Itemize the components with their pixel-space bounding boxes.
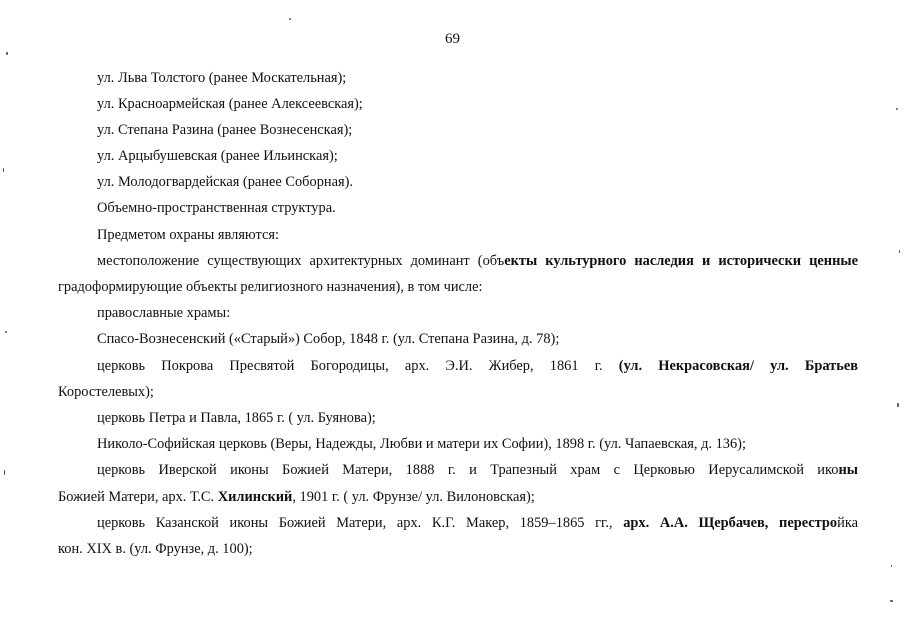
text-line-18-bold-2: ачев, перестро	[735, 515, 838, 531]
text-line-17-bold: Хилинский	[217, 489, 293, 505]
text-line-2: ул. Красноармейская (ранее Алексеевская);	[97, 96, 363, 112]
text-line-13: Коростелевых);	[58, 384, 154, 400]
text-line-14: церковь Петра и Павла, 1865 г. ( ул. Буянова);	[97, 410, 376, 426]
text-line-12-bold: (ул. Некрасовская/ ул. Братьев	[618, 358, 858, 374]
text-line-18-part-1: церковь Казанской иконы Божией Матери, арх. К.Г. Макер, 1859–1865 гг.,	[97, 515, 624, 531]
text-line-18-bold-1: арх. А.А. Щерб	[623, 515, 736, 531]
text-line-3: ул. Степана Разина (ранее Вознесенская);	[97, 122, 353, 138]
text-line-12	[97, 357, 858, 376]
text-line-12-regular: церковь Покрова Пресвятой Богородицы, арх. Э.И. Жибер, 1861 г.	[97, 358, 603, 374]
text-line-5: ул. Молодогвардейская (ранее Соборная).	[97, 174, 353, 190]
scan-speck	[5, 331, 7, 333]
text-line-18-part-2: йка	[837, 515, 858, 531]
text-line-17-part-1: Божией Матери, арх. Т.С.	[58, 489, 218, 505]
scan-speck	[896, 108, 898, 110]
text-line-19: кон. XIX в. (ул. Фрунзе, д. 100);	[58, 541, 253, 557]
text-line-17	[58, 488, 858, 507]
page-number: 69	[445, 31, 460, 47]
text-line-16-bold: ны	[838, 462, 858, 478]
text-line-8-regular: местоположение существующих архитектурных доминант (объ	[97, 253, 505, 269]
text-line-9: градоформирующие объекты религиозного назначения), в том числе:	[58, 279, 483, 295]
text-line-16-regular: церковь Иверской иконы Божией Матери, 1888 г. и Трапезный храм с Церковью Иерусалимской ико	[97, 462, 839, 478]
scan-speck	[899, 250, 900, 253]
scan-speck	[3, 168, 4, 172]
scan-speck	[4, 470, 5, 475]
text-line-8	[97, 252, 858, 271]
text-line-7: Предметом охраны являются:	[97, 227, 279, 243]
scan-speck	[6, 52, 8, 55]
text-line-16	[97, 461, 858, 480]
scan-speck	[897, 403, 899, 407]
text-line-18	[97, 514, 858, 533]
scan-speck	[289, 18, 291, 20]
text-line-1: ул. Льва Толстого (ранее Москательная);	[97, 70, 347, 86]
text-line-10: православные храмы:	[97, 305, 231, 321]
scan-speck	[891, 565, 892, 567]
text-line-15: Николо-Софийская церковь (Веры, Надежды, Любви и матери их Софии), 1898 г. (ул. Чапаевская, д. 136);	[97, 436, 746, 452]
text-line-6: Объемно-пространственная структура.	[97, 200, 336, 216]
text-line-4: ул. Арцыбушевская (ранее Ильинская);	[97, 148, 338, 164]
scan-speck	[890, 600, 893, 602]
text-line-11: Спасо-Вознесенский («Старый») Собор, 1848 г. (ул. Степана Разина, д. 78);	[97, 331, 560, 347]
text-line-17-part-2: , 1901 г. ( ул. Фрунзе/ ул. Вилоновская);	[292, 489, 535, 505]
text-line-8-bold: екты культурного наследия и исторически ценные	[504, 253, 859, 269]
